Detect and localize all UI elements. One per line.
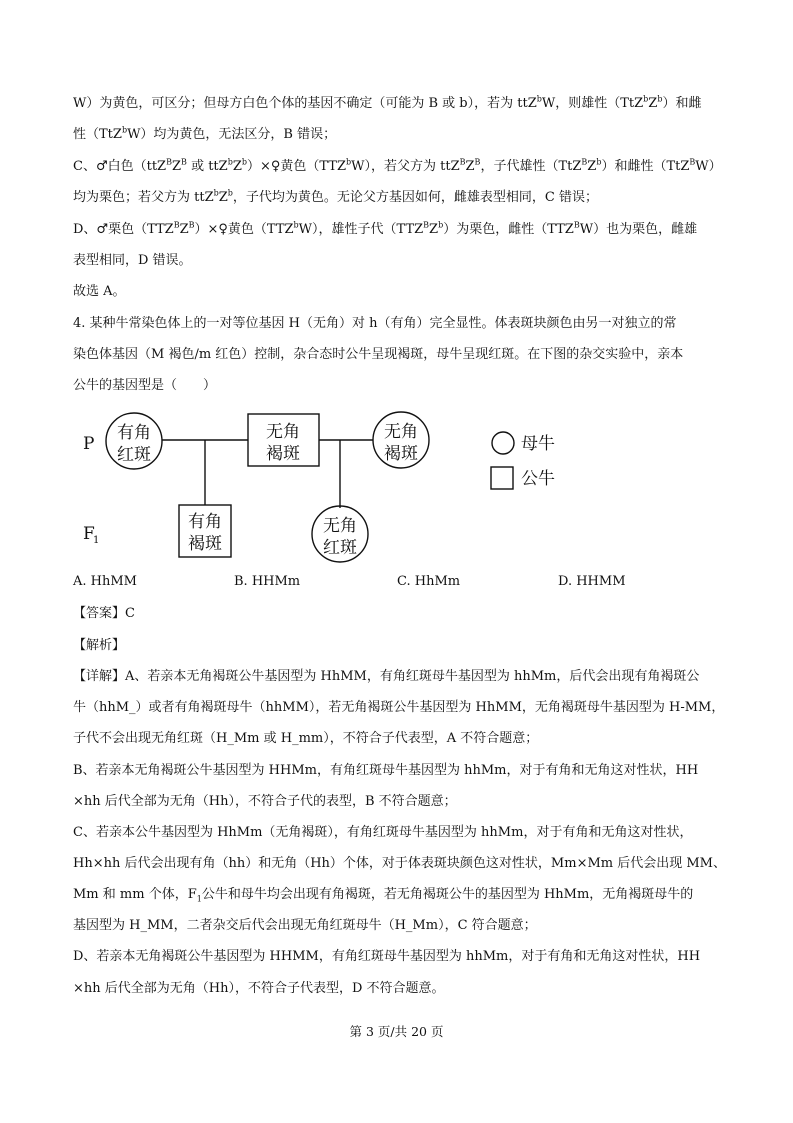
carryover-option-c-line-1: C、♂白色（$ttZ^BZ^B$ 或 $ttZ^bZ^b)\times♀$黄色（TTZ$^b$W），若父方为 $ttZ^BZ^B$，子代雄性$(TtZ^BZ^b)$和雌性（TtZ$^B$W） [73, 157, 722, 174]
question-line-1: 4. 某种牛常染色体上的一对等位基因 H（无角）对 h（有角）完全显性。体表斑块颜色由另一对独立的常 [73, 316, 677, 331]
generation-p-label: P [83, 434, 95, 454]
generation-f1-label: F [83, 524, 95, 544]
legend-female-symbol [492, 432, 514, 454]
legend-male-label: 公牛 [521, 469, 555, 489]
generation-f1-subscript: 1 [93, 535, 100, 546]
carryover-line-1: W）为黄色，可区分；但母方白色个体的基因不确定（可能为 B 或 b），若为 ttZ$^b$W，则雄性$(TtZ^bZ^b)$和雌 [73, 94, 702, 111]
option-a: A. HhMM [73, 574, 137, 589]
option-c: C. HhMm [397, 574, 461, 589]
legend-female-label: 母牛 [521, 434, 555, 454]
carryover-line-2: 性（TtZ$^b$W）均为黄色，无法区分，B 错误； [73, 125, 337, 142]
explanation-c-line-2: Hh×hh 后代会出现有角（hh）和无角（Hh）个体，对于体表斑块颜色这对性状，Mm×Mm 后代会出现 MM、 [73, 856, 726, 871]
answer-line [73, 604, 135, 624]
p-female-1-line-2: 红斑 [117, 445, 151, 465]
explanation-c-line-1: C、若亲本公牛基因型为 HhMm（无角褐斑），有角红斑母牛基因型为 hhMm，对于有角和无角这对性状， [73, 825, 693, 840]
carryover-option-d-line-2: 表型相同，D 错误。 [73, 253, 192, 268]
f1-female-line-1: 无角 [323, 516, 357, 536]
explanation-b-line-1: B、若亲本无角褐斑公牛基因型为 HHMm，有角红斑母牛基因型为 hhMm，对于有角和无角这对性状，HH [73, 763, 699, 778]
p-female-1-line-1: 有角 [117, 423, 151, 443]
carryover-option-d-line-1: D、♂栗色$(TTZ^BZ^B)\times♀$黄色（TTZ$^b$W），雄性子代$(TTZ^BZ^b)$为栗色，雌性$(TTZ^BW)$也为栗色，雌雄 [73, 220, 698, 237]
p-male-line-1: 无角 [266, 422, 300, 442]
p-female-2-line-1: 无角 [384, 422, 418, 442]
carryover-option-c-line-2: 均为栗色；若父方为 $ttZ^bZ^b$，子代均为黄色。无论父方基因如何，雌雄表型相同，C 错误； [73, 188, 599, 205]
option-d: D. HHMM [558, 574, 626, 589]
answer-value: C [125, 606, 135, 621]
explanation-d-line-1: D、若亲本无角褐斑公牛基因型为 HHMM，有角红斑母牛基因型为 hhMm，对于有角和无角这对性状，HH [73, 949, 701, 964]
legend-male-symbol [491, 467, 513, 489]
f1-male-line-2: 褐斑 [188, 534, 222, 554]
f1-female-line-2: 红斑 [323, 538, 357, 558]
p-female-2-line-2: 褐斑 [384, 444, 418, 464]
explanation-a-line-3: 子代不会出现无角红斑（H_Mm 或 H_mm），不符合子代表型，A 不符合题意； [73, 731, 539, 746]
f1-male-line-1: 有角 [188, 512, 222, 532]
page-footer: 第 3 页/共 20 页 [349, 1024, 444, 1039]
explanation-d-line-2: ×hh 后代全部为无角（Hh），不符合子代表型，D 不符合题意。 [73, 981, 445, 996]
explanation-a-line-1: 【详解】A、若亲本无角褐斑公牛基因型为 HhMM，有角红斑母牛基因型为 hhMm，后代会出现有角褐斑公 [73, 669, 700, 684]
option-b: B. HHMm [234, 574, 301, 589]
question-line-2: 染色体基因（M 褐色/m 红色）控制，杂合态时公牛呈现褐斑，母牛呈现红斑。在下图的杂交实验中，亲本 [73, 347, 684, 362]
question-line-3: 公牛的基因型是（ ） [73, 378, 217, 393]
carryover-choose: 故选 A。 [73, 284, 126, 299]
explanation-c-line-4: 基因型为 H_MM，二者杂交后代会出现无角红斑母牛（H_Mm），C 符合题意； [73, 918, 537, 933]
explanation-a-line-2: 牛（hhM_）或者有角褐斑母牛（hhMM），若无角褐斑公牛基因型为 HhMM，无角褐斑母牛基因型为 H-MM， [73, 700, 725, 715]
answer-label: 【答案】 [73, 606, 126, 621]
explanation-c-line-3: Mm 和 mm 个体，$F_1$公牛和母牛均会出现有角褐斑，若无角褐斑公牛的基因型为 HhMm，无角褐斑母牛的 [73, 887, 694, 904]
p-male-line-2: 褐斑 [266, 444, 300, 464]
explanation-b-line-2: ×hh 后代全部为无角（Hh），不符合子代的表型，B 不符合题意； [73, 794, 457, 809]
analysis-label: 【解析】 [73, 638, 126, 653]
